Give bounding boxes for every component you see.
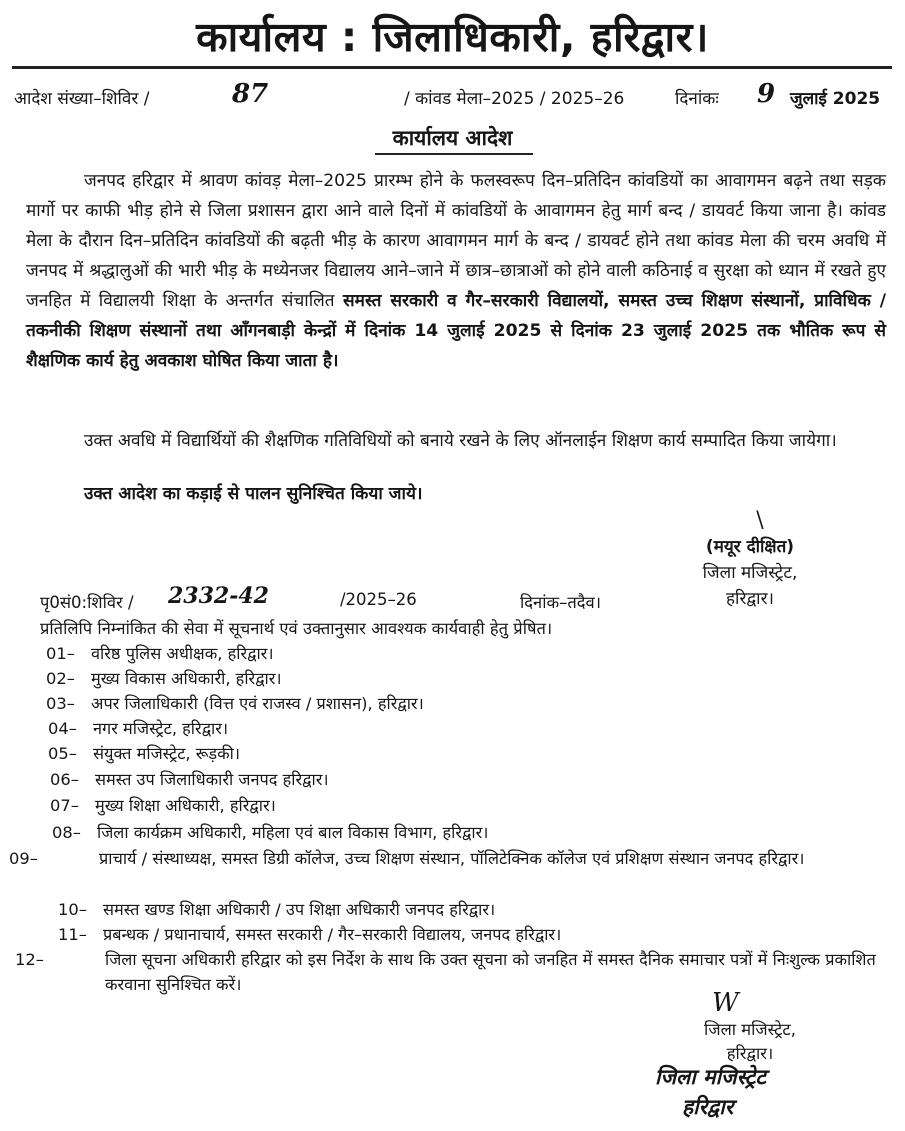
holiday-declaration: समस्त सरकारी व गैर–सरकारी विद्यालयों, समस्त उच्च शिक्षण संस्थानों, प्राविधिक / तकनीकी शिक्षण संस्थानों तथा आँगनबाड़ी केन्द्रों में दिनांक 14 जुलाई 2025 से दिनांक 23 जुलाई 2025 तक भौतिक रूप से शैक्षणिक कार्य हेतु अवकाश घोषित किया जाता है।	[26, 291, 886, 371]
official-stamp-line1: जिला मजिस्ट्रेट	[655, 1064, 766, 1089]
list-item: 11– प्रबन्धक / प्रधानाचार्य, समस्त सरकारी / गैर–सरकारी विद्यालय, जनपद हरिद्वार।	[58, 925, 562, 944]
order-paragraph-main	[26, 166, 886, 376]
endorsement-ref-handwritten: 2332-42	[168, 583, 269, 609]
compliance-paragraph: उक्त आदेश का कड़ाई से पालन सुनिश्चित किया जाये।	[84, 484, 423, 504]
order-title: कार्यालय आदेश	[392, 126, 513, 150]
endorsement-ref-label: पृ0सं0:शिविर /	[40, 593, 134, 612]
office-title: कार्यालय : जिलाधिकारी, हरिद्वार।	[196, 13, 709, 61]
signature-block-main	[620, 508, 880, 612]
signatory-name: (मयूर दीक्षित)	[705, 537, 795, 557]
list-item: 06– समस्त उप जिलाधिकारी जनपद हरिद्वार।	[50, 770, 329, 789]
list-item: 05– संयुक्त मजिस्ट्रेट, रूड़की।	[48, 744, 241, 763]
list-item: 01– वरिष्ठ पुलिस अधीक्षक, हरिद्वार।	[46, 644, 274, 663]
signature-mark: \	[756, 508, 764, 533]
signatory-place: हरिद्वार।	[726, 589, 774, 609]
endorsement-year: /2025–26	[340, 590, 417, 609]
date-month-year: जुलाई 2025	[790, 89, 881, 109]
online-teaching-paragraph: उक्त अवधि में विद्यार्थियों की शैक्षणिक गतिविधियों को बनाये रखने के लिए ऑनलाईन शिक्षण कार्य सम्पादित किया जायेगा।	[84, 431, 837, 451]
signature-block-copy	[620, 1018, 880, 1066]
signatory-designation: जिला मजिस्ट्रेट,	[702, 563, 798, 583]
list-item: 03– अपर जिलाधिकारी (वित्त एवं राजस्व / प्रशासन), हरिद्वार।	[46, 694, 424, 713]
copy-signature-mark: W	[712, 988, 739, 1018]
list-item: 12– जिला सूचना अधिकारी हरिद्वार को इस निर्देश के साथ कि उक्त सूचना को जनहित में समस्त दैनिक समाचार पत्रों में निःशुल्क प्रकाशित करवाना सुनिश्चित करें।	[15, 950, 876, 994]
date-label: दिनांकः	[675, 89, 719, 109]
copy-signatory-designation: जिला मजिस्ट्रेट,	[704, 1020, 796, 1039]
order-number-handwritten: 87	[232, 79, 269, 109]
order-number-label: आदेश संख्या–शिविर /	[14, 89, 150, 109]
official-stamp-line2: हरिद्वार	[682, 1094, 734, 1119]
date-day-handwritten: 9	[757, 79, 776, 109]
order-reference: / कांवड मेला–2025 / 2025–26	[404, 89, 625, 109]
list-item: 10– समस्त खण्ड शिक्षा अधिकारी / उप शिक्षा अधिकारी जनपद हरिद्वार।	[58, 900, 496, 919]
copy-signatory-place: हरिद्वार।	[726, 1044, 774, 1063]
copy-intro: प्रतिलिपि निम्नांकित की सेवा में सूचनार्थ एवं उक्तानुसार आवश्यक कार्यवाही हेतु प्रेषित।	[40, 619, 553, 638]
endorsement-date: दिनांक–तदैव।	[520, 593, 601, 612]
list-item: 08– जिला कार्यक्रम अधिकारी, महिला एवं बाल विकास विभाग, हरिद्वार।	[52, 823, 489, 842]
header-rule	[12, 66, 892, 69]
list-item: 02– मुख्य विकास अधिकारी, हरिद्वार।	[46, 669, 282, 688]
list-item: 07– मुख्य शिक्षा अधिकारी, हरिद्वार।	[50, 796, 276, 815]
order-text: जनपद हरिद्वार में श्रावण कांवड़ मेला–2025 प्रारम्भ होने के फलस्वरूप दिन–प्रतिदिन कांवडियों का आवागमन बढ़ने तथा सड़क मार्गो पर काफी भीड़ होने से जिला प्रशासन द्वारा आने वाले दिनों में कांवडियों के आवागमन हेतु मार्ग बन्द / डायवर्ट किया जाना है। कांवड मेला के दौरान दिन–प्रतिदिन कांवडियों की बढ़ती भीड़ के कारण आवागमन मार्ग के बन्द / डायवर्ट होने तथा कांवड मेला की चरम अवधि में जनपद में श्रद्धालुओं की भारी भीड़ के मध्येनजर विद्यालय आने–जाने में छात्र–छात्राओं को होने वाली कठिनाई व सुरक्षा को ध्यान में रखते हुए जनहित में विद्यालयी शिक्षा के अन्तर्गत संचालित	[26, 171, 887, 311]
list-item: 09– प्राचार्य / संस्थाध्यक्ष, समस्त डिग्री कॉलेज, उच्च शिक्षण संस्थान, पॉलिटेक्निक कॉलेज एवं प्रशिक्षण संस्थान जनपद हरिद्वार।	[9, 849, 805, 868]
list-item: 04– नगर मजिस्ट्रेट, हरिद्वार।	[48, 719, 229, 738]
order-title-underline	[375, 153, 533, 155]
